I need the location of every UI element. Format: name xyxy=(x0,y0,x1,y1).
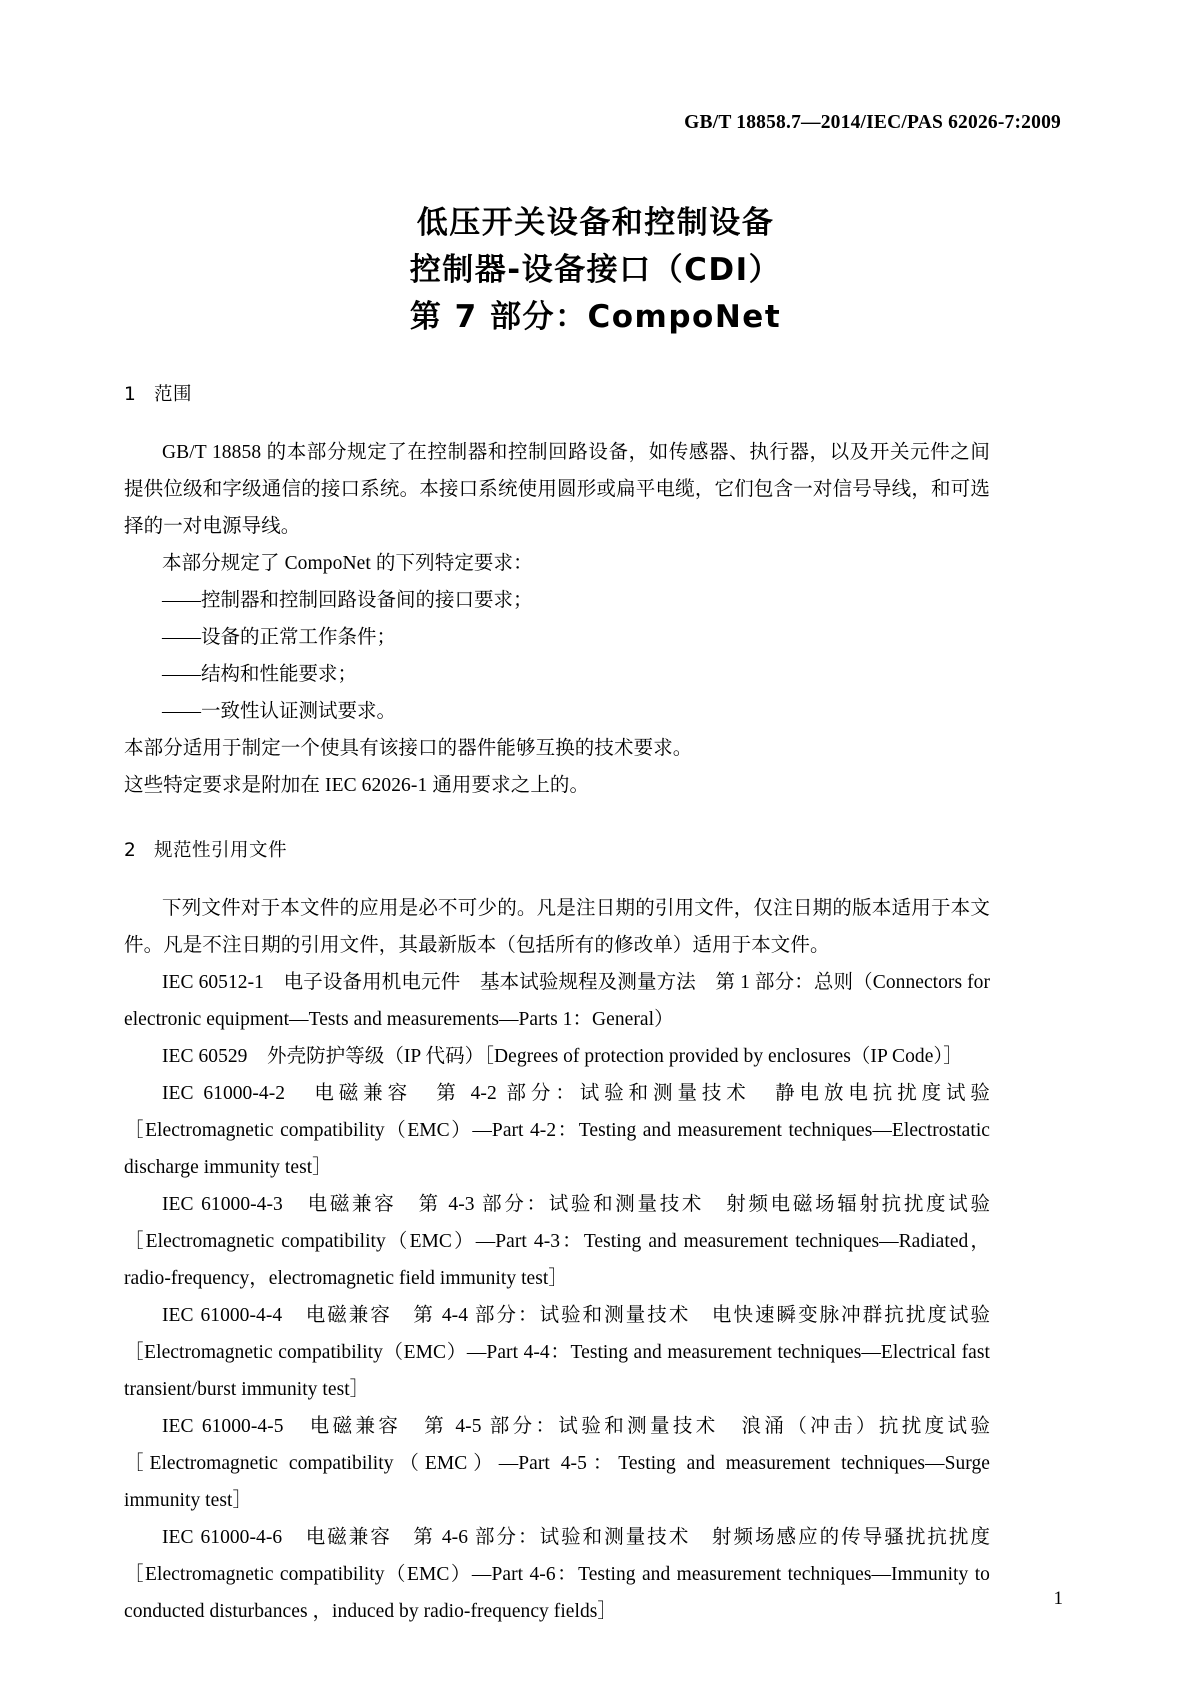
normative-reference-item: IEC 61000-4-5 电磁兼容 第 4-5 部分：试验和测量技术 浪涌（冲击）抗扰度试验［Electromagnetic compatibility（EMC）—Part 4-5：Testing and measurement techniques—Surge immunity test］ xyxy=(124,1416,990,1511)
normative-reference-item: IEC 61000-4-2 电磁兼容 第 4-2 部分：试验和测量技术 静电放电抗扰度试验［Electromagnetic compatibility（EMC）—Part 4-2：Testing and measurement techniques—Electrostatic discharge immunity test］ xyxy=(124,1083,990,1178)
normative-reference-item: IEC 61000-4-6 电磁兼容 第 4-6 部分：试验和测量技术 射频场感应的传导骚扰抗扰度［Electromagnetic compatibility（EMC）—Part 4-6：Testing and measurement techniques—Immunity to conducted disturbances ，induced by radio-frequency fields］ xyxy=(124,1527,990,1622)
document-title-block xyxy=(0,200,1191,341)
page-title-line-2: 控制器-设备接口（CDI） xyxy=(409,252,782,288)
clause-number-1: 1 xyxy=(124,384,137,405)
normative-reference-item: IEC 60512-1 电子设备用机电元件 基本试验规程及测量方法 第 1 部分：总则（Connectors for electronic equipment—Tests and measurements—Parts 1：General） xyxy=(124,972,990,1030)
clause1-paragraph-1: GB/T 18858 的本部分规定了在控制器和控制回路设备，如传感器、执行器，以及开关元件之间提供位级和字级通信的接口系统。本接口系统使用圆形或扁平电缆，它们包含一对信号导线，和可选择的一对电源导线。 xyxy=(124,442,990,537)
page-title-line-3: 第 7 部分：CompoNet xyxy=(409,299,782,335)
clause1-list-item: ——控制器和控制回路设备间的接口要求； xyxy=(162,590,533,611)
clause1-paragraph-2: 本部分规定了 CompoNet 的下列特定要求： xyxy=(162,553,533,574)
clause1-list-item: ——结构和性能要求； xyxy=(162,664,358,685)
clause2-intro-paragraph: 下列文件对于本文件的应用是必不可少的。凡是注日期的引用文件，仅注日期的版本适用于本文件。凡是不注日期的引用文件，其最新版本（包括所有的修改单）适用于本文件。 xyxy=(124,898,990,956)
clause-number-2: 2 xyxy=(124,840,137,861)
clause-title-1: 范围 xyxy=(154,384,193,405)
clause1-list-item: ——设备的正常工作条件； xyxy=(162,627,397,648)
clause1-paragraph-3: 本部分适用于制定一个使具有该接口的器件能够互换的技术要求。 xyxy=(124,738,693,759)
page-number: 1 xyxy=(1053,1588,1063,1609)
normative-reference-item: IEC 61000-4-3 电磁兼容 第 4-3 部分：试验和测量技术 射频电磁场辐射抗扰度试验［Electromagnetic compatibility（EMC）—Part 4-3：Testing and measurement techniques—Radiated，radio-frequency，electromagnetic field immunity test］ xyxy=(124,1194,990,1289)
document-body xyxy=(124,382,990,1630)
page-title-line-1: 低压开关设备和控制设备 xyxy=(416,205,775,241)
clause-heading-2 xyxy=(124,838,990,864)
clause-heading-1 xyxy=(124,382,990,408)
running-header-standard-code: GB/T 18858.7—2014/IEC/PAS 62026-7:2009 xyxy=(684,112,1061,133)
clause1-paragraph-4: 这些特定要求是附加在 IEC 62026-1 通用要求之上的。 xyxy=(124,775,590,796)
normative-reference-item: IEC 60529 外壳防护等级（IP 代码）［Degrees of protection provided by enclosures（IP Code）］ xyxy=(162,1046,963,1067)
clause1-list-item: ——一致性认证测试要求。 xyxy=(162,701,397,722)
normative-reference-item: IEC 61000-4-4 电磁兼容 第 4-4 部分：试验和测量技术 电快速瞬变脉冲群抗扰度试验［Electromagnetic compatibility（EMC）—Part 4-4：Testing and measurement techniques—Electrical fast transient/burst immunity test］ xyxy=(124,1305,990,1400)
clause-title-2: 规范性引用文件 xyxy=(154,840,288,861)
